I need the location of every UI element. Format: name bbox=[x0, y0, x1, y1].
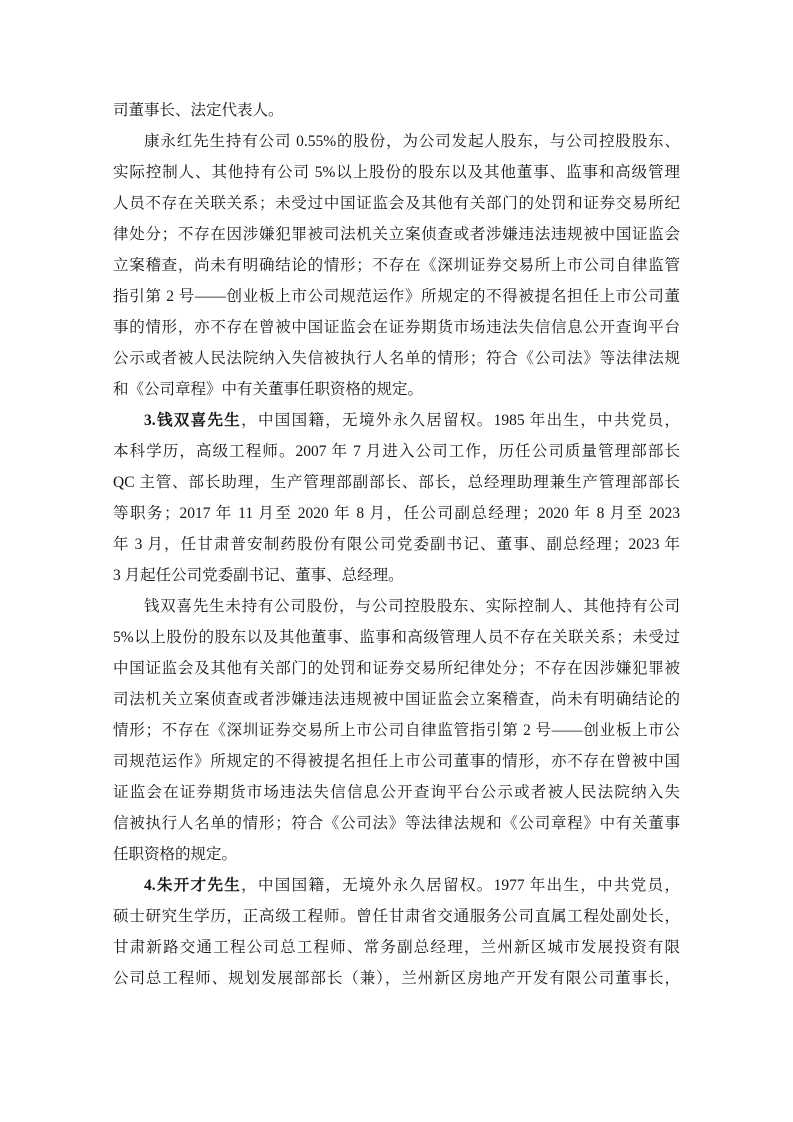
text-line: 指引第 2 号——创业板上市公司规范运作》所规定的不得被提名担任上市公司董 bbox=[113, 288, 680, 305]
text-line: 司董事长、法定代表人。 bbox=[113, 102, 284, 119]
line-text: ，中国国籍，无境外永久居留权。1977 年出生，中共党员， bbox=[241, 877, 680, 894]
text-line: 人员不存在关联关系；未受过中国证监会及其他有关部门的处罚和证券交易所纪 bbox=[113, 195, 680, 212]
text-line: 事的情形，亦不存在曾被中国证监会在证券期货市场违法失信信息公开查询平台 bbox=[113, 319, 680, 336]
text-line: 钱双喜先生未持有公司股份，与公司控股股东、实际控制人、其他持有公司 bbox=[144, 598, 680, 615]
document-page bbox=[113, 95, 680, 994]
text-line: 信被执行人名单的情形；符合《公司法》等法律法规和《公司章程》中有关董事 bbox=[113, 815, 680, 832]
line-text: ，中国国籍，无境外永久居留权。1985 年出生，中共党员， bbox=[241, 412, 680, 429]
text-line: 等职务；2017 年 11 月至 2020 年 8 月，任公司副总经理；2020 年 8 月至 2023 bbox=[113, 505, 680, 522]
text-line bbox=[113, 405, 680, 436]
text-line: 情形；不存在《深圳证券交易所上市公司自律监管指引第 2 号——创业板上市公 bbox=[113, 722, 680, 739]
text-line: QC 主管、部长助理，生产管理部副部长、部长，总经理助理兼生产管理部部长 bbox=[113, 474, 680, 491]
text-line: 康永红先生持有公司 0.55%的股份，为公司发起人股东，与公司控股股东、 bbox=[144, 133, 680, 150]
text-line: 实际控制人、其他持有公司 5%以上股份的股东以及其他董事、监事和高级管理 bbox=[113, 164, 680, 181]
text-line: 司规范运作》所规定的不得被提名担任上市公司董事的情形，亦不存在曾被中国 bbox=[113, 753, 680, 770]
text-line: 本科学历，高级工程师。2007 年 7 月进入公司工作，历任公司质量管理部部长 bbox=[113, 443, 680, 460]
text-line: 证监会在证券期货市场违法失信信息公开查询平台公示或者被人民法院纳入失 bbox=[113, 784, 680, 801]
text-line: 立案稽查，尚未有明确结论的情形；不存在《深圳证券交易所上市公司自律监管 bbox=[113, 257, 680, 274]
text-line: 3 月起任公司党委副书记、董事、总经理。 bbox=[113, 567, 404, 584]
text-line bbox=[113, 870, 680, 901]
text-line: 公示或者被人民法院纳入失信被执行人名单的情形；符合《公司法》等法律法规 bbox=[113, 350, 680, 367]
text-line: 甘肃新路交通工程公司总工程师、常务副总经理，兰州新区城市发展投资有限 bbox=[113, 939, 680, 956]
text-line: 年 3 月，任甘肃普安制药股份有限公司党委副书记、董事、副总经理；2023 年 bbox=[113, 536, 680, 553]
text-line: 律处分；不存在因涉嫌犯罪被司法机关立案侦查或者涉嫌违法违规被中国证监会 bbox=[113, 226, 680, 243]
text-line: 和《公司章程》中有关董事任职资格的规定。 bbox=[113, 381, 424, 398]
text-line: 5%以上股份的股东以及其他董事、监事和高级管理人员不存在关联关系；未受过 bbox=[113, 629, 680, 646]
text-line: 中国证监会及其他有关部门的处罚和证券交易所纪律处分；不存在因涉嫌犯罪被 bbox=[113, 660, 680, 677]
text-line: 硕士研究生学历，正高级工程师。曾任甘肃省交通服务公司直属工程处副处长， bbox=[113, 908, 680, 925]
person-name-zhu-kaicai: 4.朱开才先生 bbox=[144, 877, 242, 894]
person-name-qian-shuangxi: 3.钱双喜先生 bbox=[144, 412, 242, 429]
text-line: 司法机关立案侦查或者涉嫌违法违规被中国证监会立案稽查，尚未有明确结论的 bbox=[113, 691, 680, 708]
text-line: 任职资格的规定。 bbox=[113, 846, 238, 863]
text-line: 公司总工程师、规划发展部部长（兼），兰州新区房地产开发有限公司董事长， bbox=[113, 970, 680, 987]
